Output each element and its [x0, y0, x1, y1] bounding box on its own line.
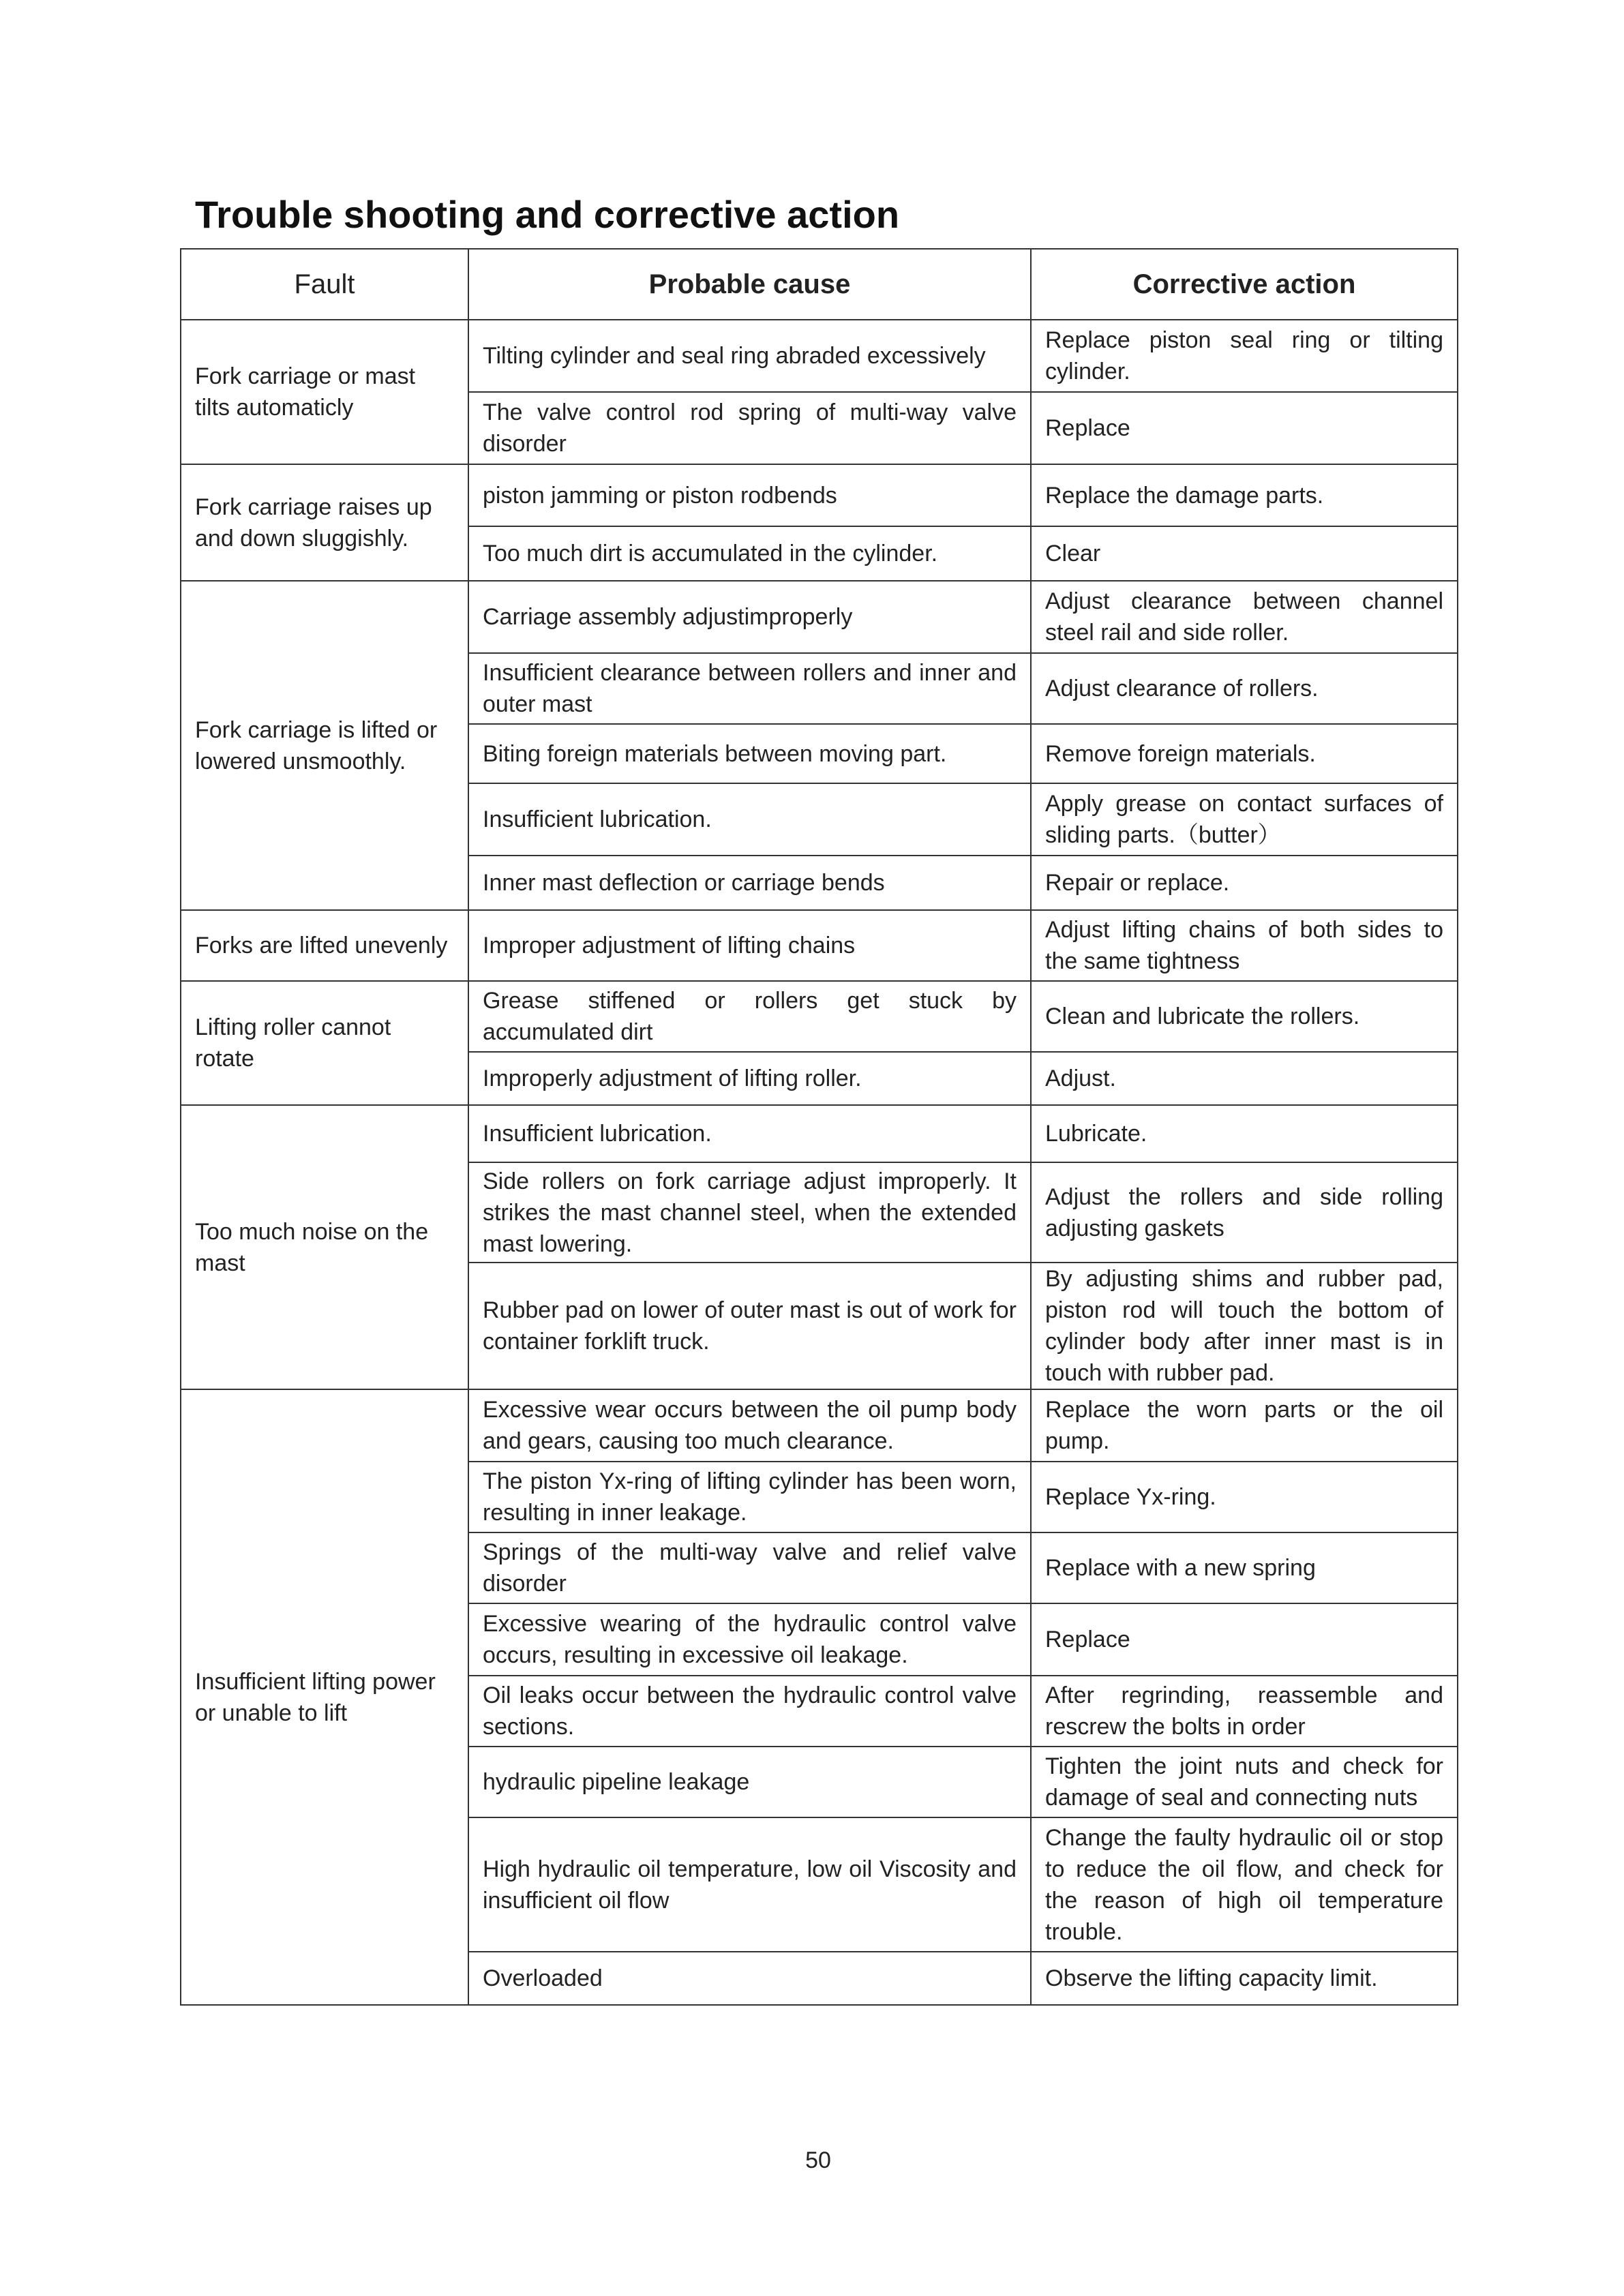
header-probable-cause: Probable cause — [468, 249, 1031, 320]
corrective-action-cell: Replace the damage parts. — [1031, 464, 1458, 526]
fault-cell: Fork carriage or mast tilts automaticly — [181, 320, 468, 464]
table-row — [181, 981, 1458, 1052]
table-row — [181, 320, 1458, 392]
probable-cause-cell: Tilting cylinder and seal ring abraded excessively — [468, 320, 1031, 392]
fault-cell: Fork carriage is lifted or lowered unsmoothly. — [181, 581, 468, 910]
corrective-action-cell: After regrinding, reassemble and rescrew the bolts in order — [1031, 1676, 1458, 1747]
probable-cause-cell: Biting foreign materials between moving part. — [468, 724, 1031, 783]
corrective-action-cell: Clean and lubricate the rollers. — [1031, 981, 1458, 1052]
corrective-action-cell: Adjust lifting chains of both sides to the same tightness — [1031, 910, 1458, 981]
corrective-action-cell: Replace Yx-ring. — [1031, 1462, 1458, 1532]
header-fault: Fault — [181, 249, 468, 320]
troubleshooting-table — [180, 248, 1458, 2006]
corrective-action-cell: Adjust clearance between channel steel rail and side roller. — [1031, 581, 1458, 653]
probable-cause-cell: Carriage assembly adjustimproperly — [468, 581, 1031, 653]
fault-cell: Lifting roller cannot rotate — [181, 981, 468, 1105]
corrective-action-cell: Apply grease on contact surfaces of sliding parts.（butter） — [1031, 783, 1458, 856]
corrective-action-cell: Replace piston seal ring or tilting cylinder. — [1031, 320, 1458, 392]
probable-cause-cell: hydraulic pipeline leakage — [468, 1747, 1031, 1817]
corrective-action-cell: Tighten the joint nuts and check for damage of seal and connecting nuts — [1031, 1747, 1458, 1817]
corrective-action-cell: Replace — [1031, 392, 1458, 464]
table-row — [181, 581, 1458, 653]
corrective-action-cell: Clear — [1031, 526, 1458, 581]
table-row — [181, 910, 1458, 981]
probable-cause-cell: Excessive wear occurs between the oil pump body and gears, causing too much clearance. — [468, 1389, 1031, 1462]
corrective-action-cell: Replace with a new spring — [1031, 1532, 1458, 1603]
table-row — [181, 464, 1458, 526]
fault-cell: Fork carriage raises up and down sluggishly. — [181, 464, 468, 581]
probable-cause-cell: Improperly adjustment of lifting roller. — [468, 1052, 1031, 1105]
corrective-action-cell: Remove foreign materials. — [1031, 724, 1458, 783]
probable-cause-cell: Springs of the multi-way valve and relief valve disorder — [468, 1532, 1031, 1603]
probable-cause-cell: Excessive wearing of the hydraulic control valve occurs, resulting in excessive oil leakage. — [468, 1603, 1031, 1676]
corrective-action-cell: Adjust the rollers and side rolling adjusting gaskets — [1031, 1162, 1458, 1263]
probable-cause-cell: Improper adjustment of lifting chains — [468, 910, 1031, 981]
probable-cause-cell: Side rollers on fork carriage adjust improperly. It strikes the mast channel steel, when the extended mast lowering. — [468, 1162, 1031, 1263]
corrective-action-cell: Change the faulty hydraulic oil or stop to reduce the oil flow, and check for the reason of high oil temperature trouble. — [1031, 1817, 1458, 1952]
corrective-action-cell: Replace the worn parts or the oil pump. — [1031, 1389, 1458, 1462]
fault-cell: Too much noise on the mast — [181, 1105, 468, 1389]
probable-cause-cell: Insufficient lubrication. — [468, 783, 1031, 856]
page-number: 50 — [805, 2147, 831, 2173]
probable-cause-cell: piston jamming or piston rodbends — [468, 464, 1031, 526]
fault-cell: Forks are lifted unevenly — [181, 910, 468, 981]
probable-cause-cell: The valve control rod spring of multi-way valve disorder — [468, 392, 1031, 464]
probable-cause-cell: The piston Yx-ring of lifting cylinder has been worn, resulting in inner leakage. — [468, 1462, 1031, 1532]
corrective-action-cell: Lubricate. — [1031, 1105, 1458, 1162]
table-row — [181, 1389, 1458, 1462]
probable-cause-cell: Rubber pad on lower of outer mast is out of work for container forklift truck. — [468, 1263, 1031, 1389]
probable-cause-cell: Inner mast deflection or carriage bends — [468, 856, 1031, 910]
probable-cause-cell: High hydraulic oil temperature, low oil Viscosity and insufficient oil flow — [468, 1817, 1031, 1952]
probable-cause-cell: Overloaded — [468, 1952, 1031, 2005]
corrective-action-cell: Adjust. — [1031, 1052, 1458, 1105]
probable-cause-cell: Insufficient clearance between rollers and inner and outer mast — [468, 653, 1031, 724]
corrective-action-cell: Adjust clearance of rollers. — [1031, 653, 1458, 724]
table-row — [181, 1105, 1458, 1162]
corrective-action-cell: Repair or replace. — [1031, 856, 1458, 910]
fault-cell: Insufficient lifting power or unable to lift — [181, 1389, 468, 2005]
probable-cause-cell: Too much dirt is accumulated in the cylinder. — [468, 526, 1031, 581]
probable-cause-cell: Grease stiffened or rollers get stuck by accumulated dirt — [468, 981, 1031, 1052]
table-header-row — [181, 249, 1458, 320]
corrective-action-cell: By adjusting shims and rubber pad, piston rod will touch the bottom of cylinder body after inner mast is in touch with rubber pad. — [1031, 1263, 1458, 1389]
header-corrective-action: Corrective action — [1031, 249, 1458, 320]
corrective-action-cell: Observe the lifting capacity limit. — [1031, 1952, 1458, 2005]
corrective-action-cell: Replace — [1031, 1603, 1458, 1676]
page-title: Trouble shooting and corrective action — [195, 193, 900, 236]
probable-cause-cell: Insufficient lubrication. — [468, 1105, 1031, 1162]
probable-cause-cell: Oil leaks occur between the hydraulic control valve sections. — [468, 1676, 1031, 1747]
